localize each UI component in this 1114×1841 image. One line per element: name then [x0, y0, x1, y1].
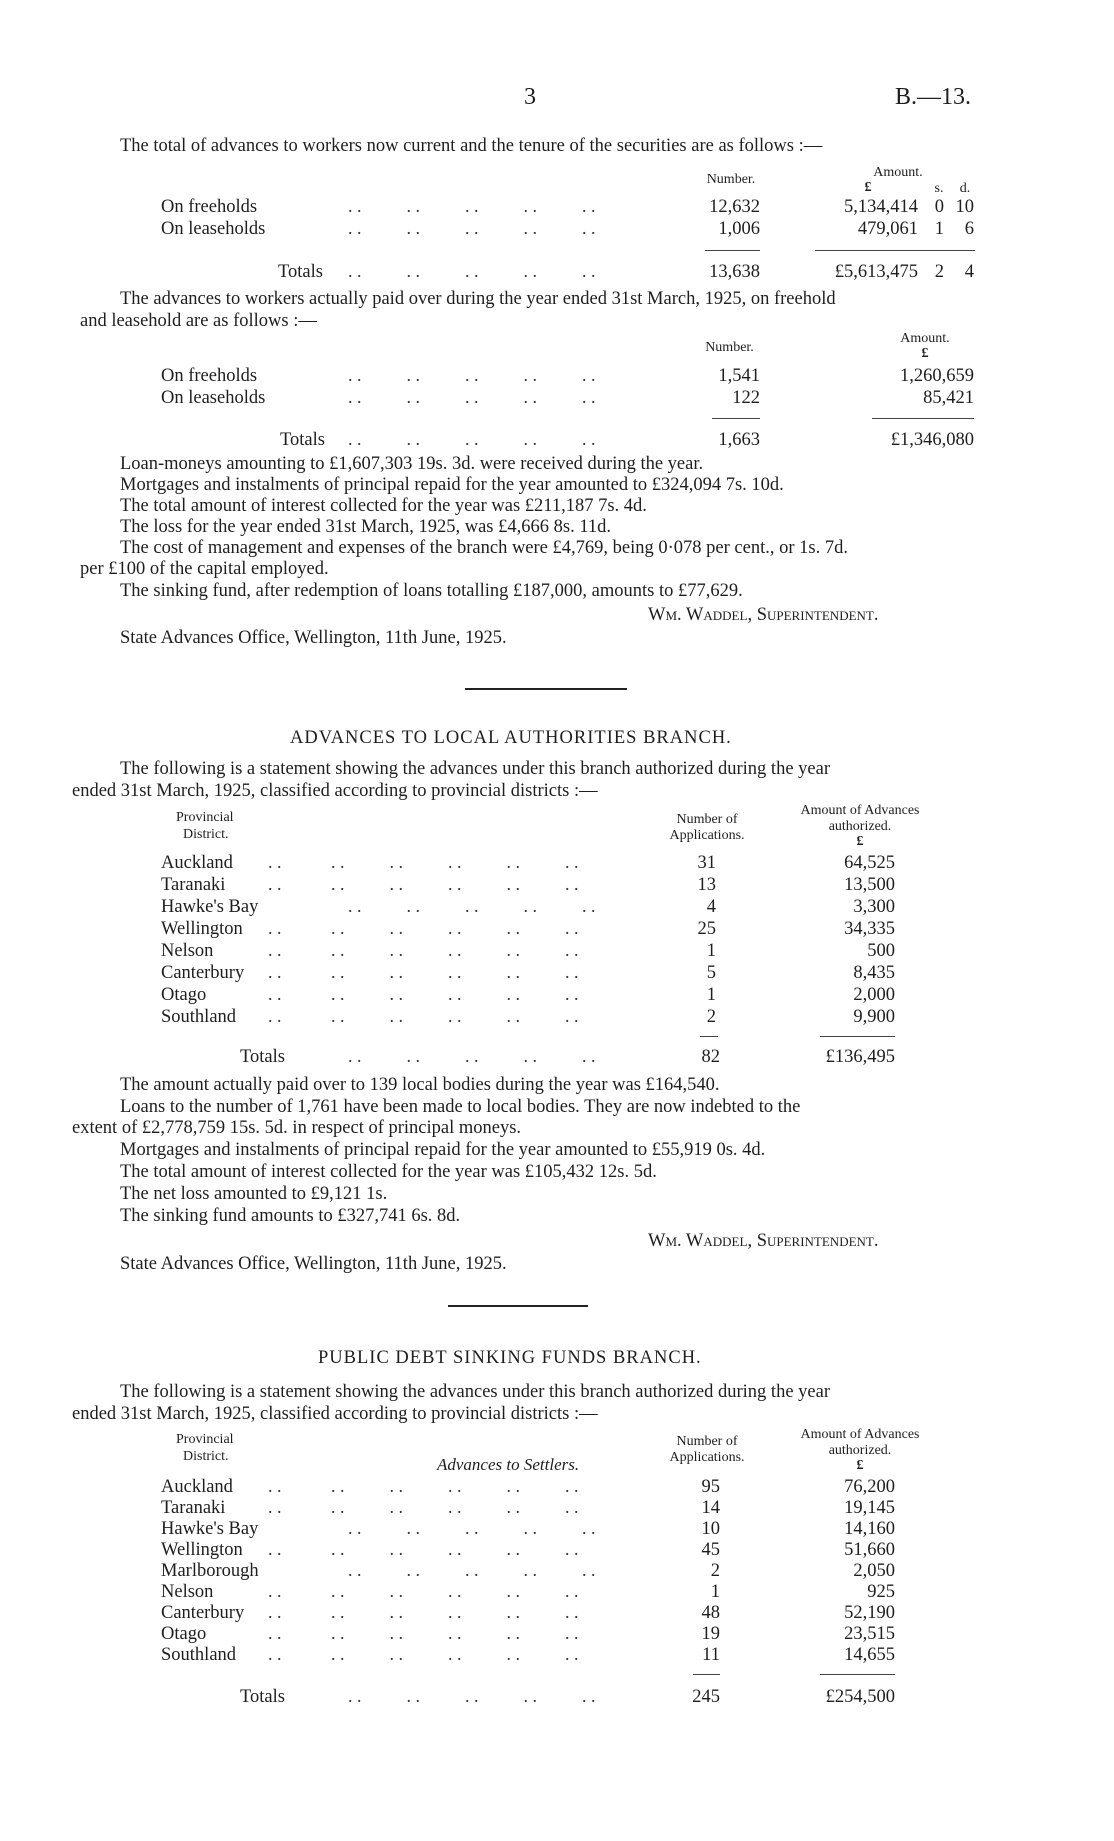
local-row-district: Canterbury: [161, 963, 245, 983]
leader-dots: . . . . . . . . . .: [348, 896, 596, 916]
paid-col-number-header: Number.: [705, 340, 754, 355]
subtotal-rule: [705, 250, 760, 251]
workers-totals-label: Totals: [278, 262, 323, 282]
workers-totals-shillings: 2: [934, 262, 944, 282]
paid-row-number: 122: [732, 388, 760, 408]
workers-row-pounds: 479,061: [857, 219, 918, 239]
leader-dots: . . . . . . . . . . . .: [268, 852, 579, 872]
local-row-district: Otago: [161, 985, 207, 1005]
leader-dots: . . . . . . . . . . . .: [268, 1581, 579, 1601]
local-text-loans: Loans to the number of 1,761 have been made to local bodies. They are now indebted to the: [120, 1097, 801, 1117]
local-row-amount: 64,525: [844, 853, 895, 873]
local-row-amount: 3,300: [853, 897, 895, 917]
leader-dots: . . . . . . . . . .: [348, 196, 596, 216]
col-amount-header: Amount.: [873, 165, 923, 180]
leader-dots: . . . . . . . . . .: [348, 1560, 596, 1580]
paid-row-amount: 1,260,659: [900, 366, 974, 386]
local-row-district: Taranaki: [161, 875, 226, 895]
local-title: ADVANCES TO LOCAL AUTHORITIES BRANCH.: [290, 728, 732, 748]
workers-text-management-cost-cont: per £100 of the capital employed.: [80, 559, 329, 579]
workers-row-number: 1,006: [718, 219, 760, 239]
sinking-row-district: Otago: [161, 1624, 207, 1644]
sinking-row-district: Canterbury: [161, 1603, 245, 1623]
document-reference: B.—13.: [895, 84, 972, 110]
local-col-amount-header: Amount of Advances: [800, 803, 920, 818]
local-row-amount: 2,000: [853, 985, 895, 1005]
workers-text-sinking-fund: The sinking fund, after redemption of loans totalling £187,000, amounts to £77,629.: [120, 581, 743, 601]
sinking-row-district: Taranaki: [161, 1498, 226, 1518]
subtotal-rule: [700, 1036, 718, 1037]
subtotal-rule: [820, 1036, 895, 1037]
paid-intro-line-1: The advances to workers actually paid over during the year ended 31st March, 1925, on freehold: [120, 289, 836, 309]
leader-dots: . . . . . . . . . . . .: [268, 1476, 579, 1496]
section-divider: [465, 688, 627, 690]
local-row-district: Auckland: [161, 853, 233, 873]
workers-totals-pence: 4: [964, 262, 974, 282]
subtotal-rule: [815, 250, 975, 251]
sinking-col-apps-header: Number of: [676, 1434, 738, 1449]
workers-row-label: On leaseholds: [161, 219, 266, 239]
local-text-sinking-fund: The sinking fund amounts to £327,741 6s. 8d.: [120, 1206, 461, 1226]
leader-dots: . . . . . . . . . . . .: [268, 1623, 579, 1643]
local-text-loans-cont: extent of £2,778,759 15s. 5d. in respect of principal moneys.: [72, 1118, 522, 1138]
sinking-row-amount: 76,200: [844, 1477, 895, 1497]
sinking-col-amount-header: authorized.: [828, 1443, 892, 1458]
sinking-row-district: Marlborough: [161, 1561, 259, 1581]
leader-dots: . . . . . . . . . . . .: [268, 918, 579, 938]
local-row-apps: 2: [706, 1007, 716, 1027]
sinking-row-district: Southland: [161, 1645, 237, 1665]
local-row-district: Wellington: [161, 919, 243, 939]
sinking-row-apps: 11: [702, 1645, 720, 1665]
paid-row-number: 1,541: [718, 366, 760, 386]
workers-totals-number: 13,638: [709, 262, 760, 282]
sinking-row-apps: 48: [701, 1603, 720, 1623]
signature: Wm. Waddel, Superintendent.: [648, 605, 879, 625]
leader-dots: . . . . . . . . . . . .: [268, 962, 579, 982]
sinking-row-apps: 19: [701, 1624, 720, 1644]
leader-dots: . . . . . . . . . .: [348, 429, 596, 449]
paid-totals-amount: £1,346,080: [890, 430, 974, 450]
workers-row-number: 12,632: [709, 197, 760, 217]
sinking-row-apps: 14: [701, 1498, 720, 1518]
local-intro-line-1: The following is a statement showing the advances under this branch authorized during the year: [120, 759, 830, 779]
subtotal-rule: [820, 1674, 895, 1675]
sinking-title: PUBLIC DEBT SINKING FUNDS BRANCH.: [318, 1348, 702, 1368]
sinking-row-amount: 2,050: [853, 1561, 895, 1581]
place-date: State Advances Office, Wellington, 11th June, 1925.: [120, 628, 507, 648]
sinking-col-district-header: Provincial: [176, 1432, 234, 1447]
subtotal-rule: [712, 418, 760, 419]
workers-text-mortgages: Mortgages and instalments of principal repaid for the year amounted to £324,094 7s. 10d.: [120, 475, 784, 495]
col-shillings-header: s.: [934, 181, 944, 196]
sinking-col-apps-header: Applications.: [669, 1450, 745, 1465]
local-totals-label: Totals: [240, 1047, 285, 1067]
local-row-apps: 25: [697, 919, 716, 939]
sinking-row-apps: 2: [710, 1561, 720, 1581]
paid-row-label: On leaseholds: [161, 388, 266, 408]
sinking-row-apps: 1: [710, 1582, 720, 1602]
section-divider: [448, 1305, 588, 1307]
leader-dots: . . . . . . . . . .: [348, 261, 596, 281]
leader-dots: . . . . . . . . . . . .: [268, 1006, 579, 1026]
sinking-col-amount-header: Amount of Advances: [800, 1427, 920, 1442]
signature: Wm. Waddel, Superintendent.: [648, 1231, 879, 1251]
leader-dots: . . . . . . . . . . . .: [268, 940, 579, 960]
sinking-row-district: Hawke's Bay: [161, 1519, 259, 1539]
local-col-district-header: Provincial: [176, 810, 234, 825]
local-intro-line-2: ended 31st March, 1925, classified according to provincial districts :—: [72, 781, 598, 801]
sinking-col-district-header: District.: [183, 1449, 229, 1464]
paid-col-amount-header: Amount.: [900, 331, 950, 346]
sinking-row-apps: 95: [701, 1477, 720, 1497]
subtotal-rule: [872, 418, 974, 419]
workers-text-loan-moneys: Loan-moneys amounting to £1,607,303 19s. 3d. were received during the year.: [120, 454, 704, 474]
col-number-header: Number.: [706, 172, 756, 187]
sinking-subheading: Advances to Settlers.: [437, 1455, 580, 1474]
local-row-district: Nelson: [161, 941, 214, 961]
local-totals-apps: 82: [701, 1047, 720, 1067]
sinking-row-apps: 45: [701, 1540, 720, 1560]
workers-row-pence: 6: [964, 219, 974, 239]
paid-totals-label: Totals: [280, 430, 325, 450]
leader-dots: . . . . . . . . . . . .: [268, 874, 579, 894]
local-text-paid-over: The amount actually paid over to 139 local bodies during the year was £164,540.: [120, 1075, 720, 1095]
sinking-row-amount: 14,655: [844, 1645, 895, 1665]
workers-row-pounds: 5,134,414: [844, 197, 918, 217]
leader-dots: . . . . . . . . . . . .: [268, 1497, 579, 1517]
local-text-net-loss: The net loss amounted to £9,121 1s.: [120, 1184, 388, 1204]
leader-dots: . . . . . . . . . .: [348, 1518, 596, 1538]
leader-dots: . . . . . . . . . . . .: [268, 1539, 579, 1559]
leader-dots: . . . . . . . . . .: [348, 218, 596, 238]
local-row-district: Southland: [161, 1007, 237, 1027]
workers-row-shillings: 1: [934, 219, 944, 239]
local-col-pound-header: £: [856, 834, 864, 849]
workers-row-label: On freeholds: [161, 197, 258, 217]
paid-row-amount: 85,421: [923, 388, 974, 408]
local-col-amount-header: authorized.: [828, 819, 892, 834]
sinking-row-amount: 23,515: [844, 1624, 895, 1644]
place-date: State Advances Office, Wellington, 11th June, 1925.: [120, 1254, 507, 1274]
sinking-col-pound-header: £: [856, 1458, 864, 1473]
sinking-row-district: Nelson: [161, 1582, 214, 1602]
local-text-interest: The total amount of interest collected for the year was £105,432 12s. 5d.: [120, 1162, 657, 1182]
sinking-intro-line-1: The following is a statement showing the advances under this branch authorized during the year: [120, 1382, 830, 1402]
leader-dots: . . . . . . . . . . . .: [268, 1644, 579, 1664]
sinking-row-amount: 14,160: [844, 1519, 895, 1539]
workers-totals-pounds: £5,613,475: [834, 262, 918, 282]
paid-col-pound-header: £: [921, 346, 929, 361]
workers-intro: The total of advances to workers now current and the tenure of the securities are as follows :—: [120, 136, 823, 156]
local-row-amount: 8,435: [853, 963, 895, 983]
local-totals-amount: £136,495: [825, 1047, 895, 1067]
sinking-row-amount: 925: [867, 1582, 895, 1602]
local-row-amount: 34,335: [844, 919, 895, 939]
local-row-apps: 5: [706, 963, 716, 983]
leader-dots: . . . . . . . . . .: [348, 387, 596, 407]
sinking-totals-apps: 245: [692, 1687, 720, 1707]
sinking-totals-amount: £254,500: [825, 1687, 895, 1707]
workers-row-shillings: 0: [934, 197, 944, 217]
leader-dots: . . . . . . . . . .: [348, 1046, 596, 1066]
col-pound-header: £: [864, 180, 872, 195]
local-row-district: Hawke's Bay: [161, 897, 259, 917]
local-col-apps-header: Applications.: [669, 828, 745, 843]
paid-row-label: On freeholds: [161, 366, 258, 386]
sinking-row-amount: 19,145: [844, 1498, 895, 1518]
sinking-row-district: Wellington: [161, 1540, 243, 1560]
paid-totals-number: 1,663: [718, 430, 760, 450]
local-text-mortgages: Mortgages and instalments of principal repaid for the year amounted to £55,919 0s. 4d.: [120, 1140, 766, 1160]
col-pence-header: d.: [959, 181, 971, 196]
local-row-amount: 9,900: [853, 1007, 895, 1027]
subtotal-rule: [693, 1674, 720, 1675]
workers-text-loss: The loss for the year ended 31st March, 1925, was £4,666 8s. 11d.: [120, 517, 612, 537]
local-row-apps: 1: [706, 941, 716, 961]
sinking-intro-line-2: ended 31st March, 1925, classified according to provincial districts :—: [72, 1404, 598, 1424]
local-row-apps: 4: [706, 897, 716, 917]
local-row-amount: 13,500: [844, 875, 895, 895]
sinking-row-district: Auckland: [161, 1477, 233, 1497]
page-number: 3: [524, 84, 536, 110]
local-row-apps: 1: [706, 985, 716, 1005]
sinking-row-amount: 51,660: [844, 1540, 895, 1560]
sinking-totals-label: Totals: [240, 1687, 285, 1707]
leader-dots: . . . . . . . . . . . .: [268, 984, 579, 1004]
leader-dots: . . . . . . . . . .: [348, 1686, 596, 1706]
workers-text-interest: The total amount of interest collected for the year was £211,187 7s. 4d.: [120, 496, 647, 516]
leader-dots: . . . . . . . . . . . .: [268, 1602, 579, 1622]
workers-text-management-cost: The cost of management and expenses of the branch were £4,769, being 0·078 per cent., or 1s. 7d.: [120, 538, 848, 558]
local-row-amount: 500: [867, 941, 895, 961]
leader-dots: . . . . . . . . . .: [348, 365, 596, 385]
local-row-apps: 13: [697, 875, 716, 895]
sinking-row-apps: 10: [701, 1519, 720, 1539]
local-col-apps-header: Number of: [676, 812, 738, 827]
sinking-row-amount: 52,190: [844, 1603, 895, 1623]
local-col-district-header: District.: [183, 827, 229, 842]
workers-row-pence: 10: [955, 197, 974, 217]
local-row-apps: 31: [697, 853, 716, 873]
paid-intro-line-2: and leasehold are as follows :—: [80, 311, 317, 331]
